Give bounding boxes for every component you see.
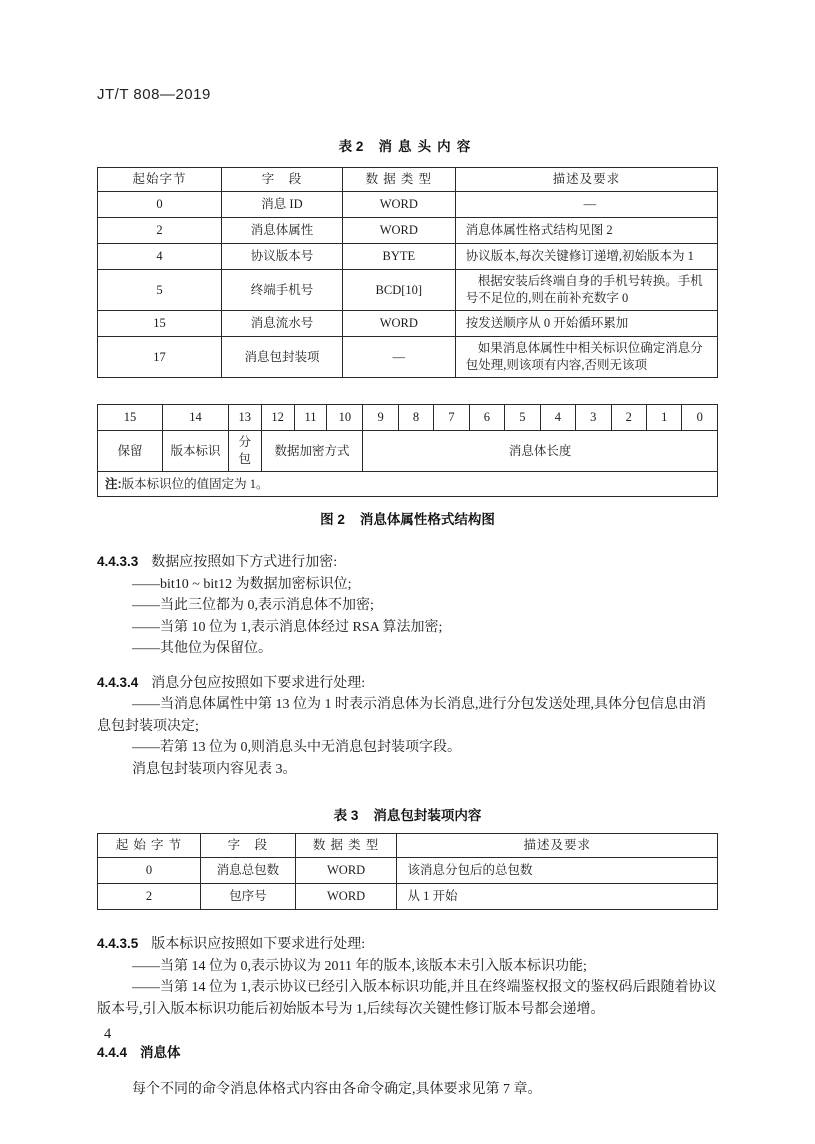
bit-7: 7 <box>434 405 469 431</box>
cell-description: 协议版本,每次关键修订递增,初始版本为 1 <box>455 244 717 270</box>
bit-1: 1 <box>646 405 681 431</box>
label-subpackage: 分包 <box>228 431 261 472</box>
clause-text-block-2 <box>97 933 718 1100</box>
bit-8: 8 <box>398 405 433 431</box>
cell-data-type: BCD[10] <box>342 270 455 311</box>
table2-col-data-type: 数 据 类 型 <box>342 168 455 192</box>
clause-number: 4.4.4 <box>97 1045 128 1060</box>
cell-field: 消息 ID <box>222 192 343 218</box>
table3-col-start-byte: 起 始 字 节 <box>98 834 201 858</box>
cell-start-byte: 17 <box>98 337 222 378</box>
cell-start-byte: 5 <box>98 270 222 311</box>
cell-start-byte: 4 <box>98 244 222 270</box>
bit-11: 11 <box>294 405 327 431</box>
clause-text-block <box>97 551 718 780</box>
cell-field: 包序号 <box>200 884 295 910</box>
table3-caption-title: 消息包封装项内容 <box>373 808 482 823</box>
table2-caption-label: 表 2 <box>338 139 364 154</box>
table3-col-description: 描述及要求 <box>397 834 718 858</box>
cell-start-byte: 0 <box>98 858 201 884</box>
cell-data-type: BYTE <box>342 244 455 270</box>
table-row <box>98 244 718 270</box>
cell-field: 终端手机号 <box>222 270 343 311</box>
clause-text: 数据应按照如下方式进行加密: <box>151 555 338 570</box>
table-row <box>98 337 718 378</box>
table3-caption <box>97 804 718 824</box>
cell-data-type: WORD <box>342 218 455 244</box>
cell-description: 消息体属性格式结构见图 2 <box>455 218 717 244</box>
cell-description: 从 1 开始 <box>397 884 718 910</box>
clause-title: 消息体 <box>140 1045 181 1060</box>
dash-list-item: ——当此三位都为 0,表示消息体不加密; <box>132 598 374 613</box>
table-row <box>98 311 718 337</box>
cell-field: 消息总包数 <box>200 858 295 884</box>
cell-data-type: WORD <box>295 884 397 910</box>
cell-description: 如果消息体属性中相关标识位确定消息分包处理,则该项有内容,否则无该项 <box>455 337 717 378</box>
table2-col-description: 描述及要求 <box>455 168 717 192</box>
table2-message-header-content <box>97 167 718 378</box>
clause-number: 4.4.3.5 <box>97 936 139 951</box>
clause-4435-heading <box>97 933 718 956</box>
bit-6: 6 <box>469 405 504 431</box>
bit-number-row <box>98 405 718 431</box>
dash-list-item: ——当消息体属性中第 13 位为 1 时表示消息体为长消息,进行分包发送处理,具体分包信息由消息包封装项决定; <box>97 697 706 734</box>
dash-list-item: ——当第 14 位为 0,表示协议为 2011 年的版本,该版本未引入版本标识功能; <box>132 958 587 974</box>
clause-number: 4.4.3.3 <box>97 554 139 569</box>
clause-text: 消息分包应按照如下要求进行处理: <box>151 675 366 691</box>
cell-start-byte: 15 <box>98 311 222 337</box>
dash-list-item: ——bit10 ~ bit12 为数据加密标识位; <box>132 576 352 592</box>
clause-4434-heading <box>97 672 718 695</box>
bit-5: 5 <box>505 405 540 431</box>
label-body-length: 消息体长度 <box>363 431 718 472</box>
clause-444-body: 每个不同的命令消息体格式内容由各命令确定,具体要求见第 7 章。 <box>132 1081 542 1097</box>
table2-col-field: 字 段 <box>222 168 343 192</box>
clause-number: 4.4.3.4 <box>97 674 139 690</box>
table3-caption-label: 表 3 <box>333 808 359 823</box>
cell-field: 消息流水号 <box>222 311 343 337</box>
clause-4434-closing: 消息包封装项内容见表 3。 <box>132 761 297 777</box>
bit-3: 3 <box>576 405 611 431</box>
table-row <box>98 858 718 884</box>
clause-4433-heading <box>97 551 718 574</box>
clause-444-heading <box>97 1042 718 1065</box>
cell-data-type: WORD <box>342 192 455 218</box>
cell-data-type: WORD <box>342 311 455 337</box>
label-encryption-mode: 数据加密方式 <box>261 431 363 472</box>
cell-data-type: — <box>342 337 455 378</box>
bit-10: 10 <box>327 405 363 431</box>
figure2-bit-field-table <box>97 404 718 497</box>
cell-description: 根据安装后终端自身的手机号转换。手机号不足位的,则在前补充数字 0 <box>455 270 717 311</box>
bit-15: 15 <box>98 405 163 431</box>
note-label: 注: <box>105 476 122 491</box>
dash-list-item: ——若第 13 位为 0,则消息头中无消息包封装项字段。 <box>132 740 461 755</box>
table2-caption <box>97 135 718 155</box>
cell-start-byte: 2 <box>98 218 222 244</box>
figure2-caption-label: 图 2 <box>320 512 345 527</box>
table-row <box>98 884 718 910</box>
cell-field: 消息体属性 <box>222 218 343 244</box>
table-row <box>98 192 718 218</box>
table-row <box>98 270 718 311</box>
note-text: 版本标识位的值固定为 1。 <box>121 476 269 491</box>
cell-description: 该消息分包后的总包数 <box>397 858 718 884</box>
page-content <box>97 0 718 1100</box>
figure2-caption <box>97 508 718 528</box>
dash-list-item: ——其他位为保留位。 <box>132 641 272 656</box>
table3-col-field: 字 段 <box>200 834 295 858</box>
cell-start-byte: 2 <box>98 884 201 910</box>
page-number: 4 <box>104 1026 112 1042</box>
dash-list-item: ——当第 10 位为 1,表示消息体经过 RSA 算法加密; <box>132 619 443 635</box>
dash-list-item: ——当第 14 位为 1,表示协议已经引入版本标识功能,并且在终端鉴权报文的鉴权码后跟随着协议版本号,引入版本标识功能后初始版本号为 1,后续每次关键性修订版本号都会递增。 <box>97 980 717 1017</box>
table3-col-data-type: 数 据 类 型 <box>295 834 397 858</box>
table-row <box>98 218 718 244</box>
cell-field: 协议版本号 <box>222 244 343 270</box>
bit-2: 2 <box>611 405 646 431</box>
table2-col-start-byte: 起始字节 <box>98 168 222 192</box>
bit-9: 9 <box>363 405 398 431</box>
cell-description: 按发送顺序从 0 开始循环累加 <box>455 311 717 337</box>
cell-data-type: WORD <box>295 858 397 884</box>
bit-4: 4 <box>540 405 575 431</box>
bit-12: 12 <box>261 405 294 431</box>
bit-note-row <box>98 472 718 497</box>
label-reserved: 保留 <box>98 431 163 472</box>
cell-description: — <box>455 192 717 218</box>
clause-text: 版本标识应按照如下要求进行处理: <box>151 937 366 952</box>
cell-start-byte: 0 <box>98 192 222 218</box>
label-version-flag: 版本标识 <box>163 431 229 472</box>
table3-header-row <box>98 834 718 858</box>
table3-packet-encapsulation-content <box>97 833 718 910</box>
figure2-caption-title: 消息体属性格式结构图 <box>359 512 495 527</box>
doc-number-header: JT/T 808—2019 <box>97 86 211 103</box>
table2-caption-title: 消息头内容 <box>378 139 477 154</box>
bit-label-row <box>98 431 718 472</box>
cell-field: 消息包封装项 <box>222 337 343 378</box>
bit-14: 14 <box>163 405 229 431</box>
table2-header-row <box>98 168 718 192</box>
bit-13: 13 <box>228 405 261 431</box>
figure2-note <box>98 472 718 497</box>
bit-0: 0 <box>682 405 718 431</box>
